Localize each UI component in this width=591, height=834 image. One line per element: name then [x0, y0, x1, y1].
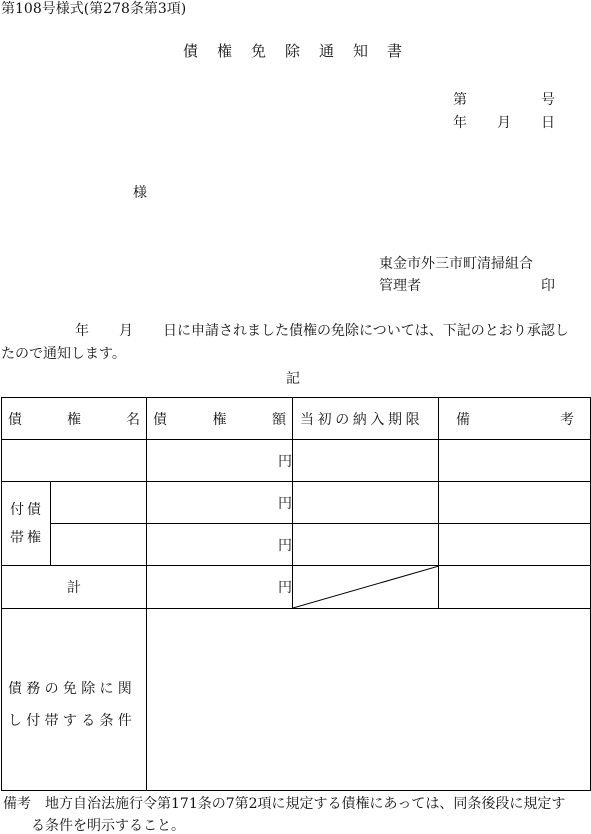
sender-organization: 東金市外三市町清掃組合 — [379, 256, 533, 272]
title-text: 債権免除通知書 — [183, 42, 422, 60]
seal-mark: 印 — [541, 278, 555, 294]
yen-label: 円 — [278, 495, 292, 512]
ki-mark: 記 — [286, 371, 300, 387]
table-header-row — [2, 398, 591, 440]
attached-claim-top: 付債 — [10, 501, 44, 518]
body-line1-rest: 日に申請されました債権の免除については、下記のとおり承認し — [163, 323, 569, 339]
conditions-label-line2: し付帯する条件 — [8, 712, 137, 729]
header-due-date-text: 当初の納入期限 — [300, 411, 424, 428]
diagonal-line — [293, 566, 439, 608]
attached-claim-amount-cell — [147, 482, 293, 524]
remarks-cell — [439, 440, 591, 482]
table-row — [2, 482, 591, 524]
body-line2: たので通知します。 — [1, 346, 126, 362]
body-month: 月 — [119, 323, 133, 339]
sender-role: 管理者 — [379, 278, 421, 294]
attached-claim-label-text — [10, 503, 50, 545]
remarks-cell — [439, 482, 591, 524]
header-char: 権 — [67, 411, 81, 428]
header-remarks — [439, 398, 591, 440]
header-claim-amount — [147, 398, 293, 440]
date-year: 年 — [453, 115, 467, 131]
due-date-cell — [293, 482, 439, 524]
date-month: 月 — [497, 115, 511, 131]
yen-label: 円 — [278, 537, 292, 554]
body-year: 年 — [75, 323, 89, 339]
conditions-label-cell — [2, 609, 147, 791]
remarks-line2: る条件を明示すること。 — [31, 818, 185, 834]
document-title — [183, 44, 421, 59]
yen-label: 円 — [278, 453, 292, 470]
remarks-cell — [439, 566, 591, 609]
header-claim-amount-text — [147, 409, 292, 429]
claim-name-cell — [2, 440, 147, 482]
conditions-row — [2, 609, 591, 791]
due-date-cell — [293, 524, 439, 566]
total-label: 計 — [67, 580, 81, 596]
header-char: 考 — [560, 411, 574, 428]
yen-label: 円 — [278, 580, 292, 596]
table-row — [2, 440, 591, 482]
date-day: 日 — [541, 115, 555, 131]
header-due-date — [293, 398, 439, 440]
header-char: 権 — [212, 411, 227, 428]
header-char: 債 — [8, 411, 22, 428]
header-char: 額 — [272, 411, 286, 428]
total-row — [2, 566, 591, 609]
claim-amount-cell — [147, 440, 293, 482]
due-date-cell — [293, 440, 439, 482]
addressee-suffix: 様 — [133, 185, 147, 201]
header-char: 債 — [153, 411, 167, 428]
remarks-cell — [439, 524, 591, 566]
header-char: 備 — [456, 411, 470, 428]
total-due-date-cell — [293, 566, 439, 609]
conditions-content-cell — [147, 609, 591, 791]
attached-claim-name-cell — [51, 482, 147, 524]
attached-claim-amount-cell — [147, 524, 293, 566]
conditions-label-line1: 債務の免除に関 — [8, 680, 137, 697]
attached-claim-bottom: 帯権 — [10, 529, 44, 546]
attached-claim-label — [2, 482, 51, 566]
header-claim-name-text — [2, 409, 146, 429]
attached-claim-name-cell — [51, 524, 147, 566]
header-remarks-text — [439, 409, 590, 429]
table-row — [2, 524, 591, 566]
header-claim-name — [2, 398, 147, 440]
number-prefix: 第 — [453, 92, 467, 108]
form-id: 第108号様式(第278条第3項) — [1, 1, 187, 17]
total-label-cell — [2, 566, 147, 609]
total-amount-cell — [147, 566, 293, 609]
remarks-line1: 備考 地方自治法施行令第171条の7第2項に規定する債権にあっては、同条後段に規定す — [3, 796, 566, 812]
number-suffix: 号 — [541, 92, 555, 108]
claim-table — [1, 397, 591, 791]
header-char: 名 — [126, 411, 140, 428]
